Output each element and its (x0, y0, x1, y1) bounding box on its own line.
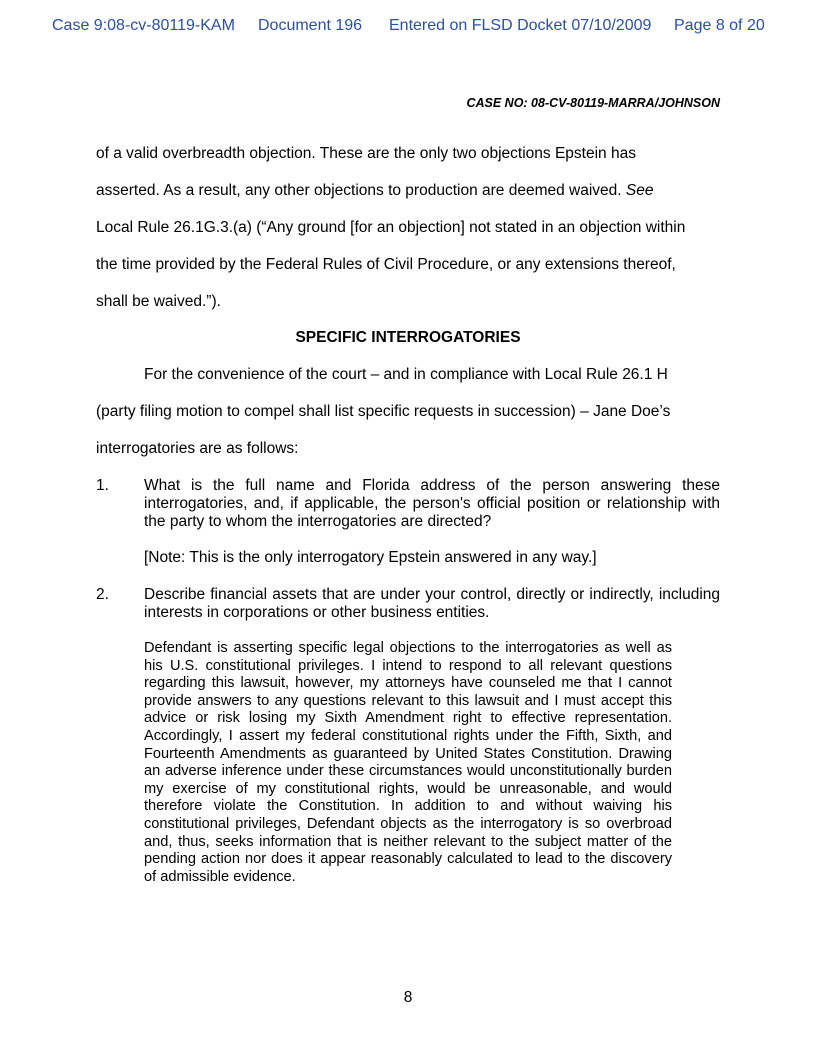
interrogatory-number: 2. (96, 586, 109, 603)
section-heading: SPECIFIC INTERROGATORIES (295, 329, 521, 346)
docket-header (0, 17, 816, 39)
paragraph-line: shall be waived.”). (96, 293, 221, 310)
see-signal: See (625, 182, 654, 199)
paragraph-line: interrogatories are as follows: (96, 440, 299, 457)
header-entered-date: Entered on FLSD Docket 07/10/2009 (389, 17, 652, 34)
paragraph-line: asserted. As a result, any other objections to production are deemed waived. See (96, 182, 654, 199)
paragraph-line: Local Rule 26.1G.3.(a) (“Any ground [for an objection] not stated in an objection within (96, 219, 686, 236)
paragraph-line: For the convenience of the court – and in compliance with Local Rule 26.1 H (144, 366, 668, 383)
interrogatory-response: Defendant is asserting specific legal objections to the interrogatories as well as his U.S. constitutional privileges. I intend to respond to all relevant questions regarding this lawsuit, however, my attorneys have counseled me that I cannot provide answers to any questions relevant to this lawsuit and I must accept this advice or risk losing my Sixth Amendment right to effective representation. Accordingly, I assert my federal constitutional rights under the Fifth, Sixth, and Fourteenth Amendments as guaranteed by United States Constitution. Drawing an adverse inference under these circumstances would unconstitutionally burden my exercise of my constitutional rights, would be unreasonable, and would therefore violate the Constitution. In addition to and without waiving his constitutional privileges, Defendant objects as the interrogatory is so overbroad and, thus, seeks information that is neither relevant to the subject matter of the pending action nor does it appear reasonably calculated to lead to the discovery of admissible evidence. (144, 640, 672, 885)
header-document-number: Document 196 (258, 17, 363, 34)
interrogatory-text: What is the full name and Florida address of the person answering these interrogatories, and, if applicable, the person's official position or relationship with the party to whom the interrogatories are directed? (144, 477, 720, 530)
header-page-count: Page 8 of 20 (674, 17, 765, 34)
interrogatory-text: Describe financial assets that are under your control, directly or indirectly, including interests in corporations or other business entities. (144, 586, 720, 621)
case-number-caption: CASE NO: 08-CV-80119-MARRA/JOHNSON (466, 96, 720, 110)
interrogatory-number: 1. (96, 477, 109, 494)
paragraph-line: the time provided by the Federal Rules of Civil Procedure, or any extensions thereof, (96, 256, 676, 273)
page-number: 8 (403, 989, 413, 1006)
paragraph-line: (party filing motion to compel shall list specific requests in succession) – Jane Doe’s (96, 403, 671, 420)
interrogatory-note: [Note: This is the only interrogatory Epstein answered in any way.] (144, 549, 597, 566)
header-case-number: Case 9:08-cv-80119-KAM (52, 17, 235, 34)
paragraph-line: of a valid overbreadth objection. These are the only two objections Epstein has (96, 145, 636, 162)
